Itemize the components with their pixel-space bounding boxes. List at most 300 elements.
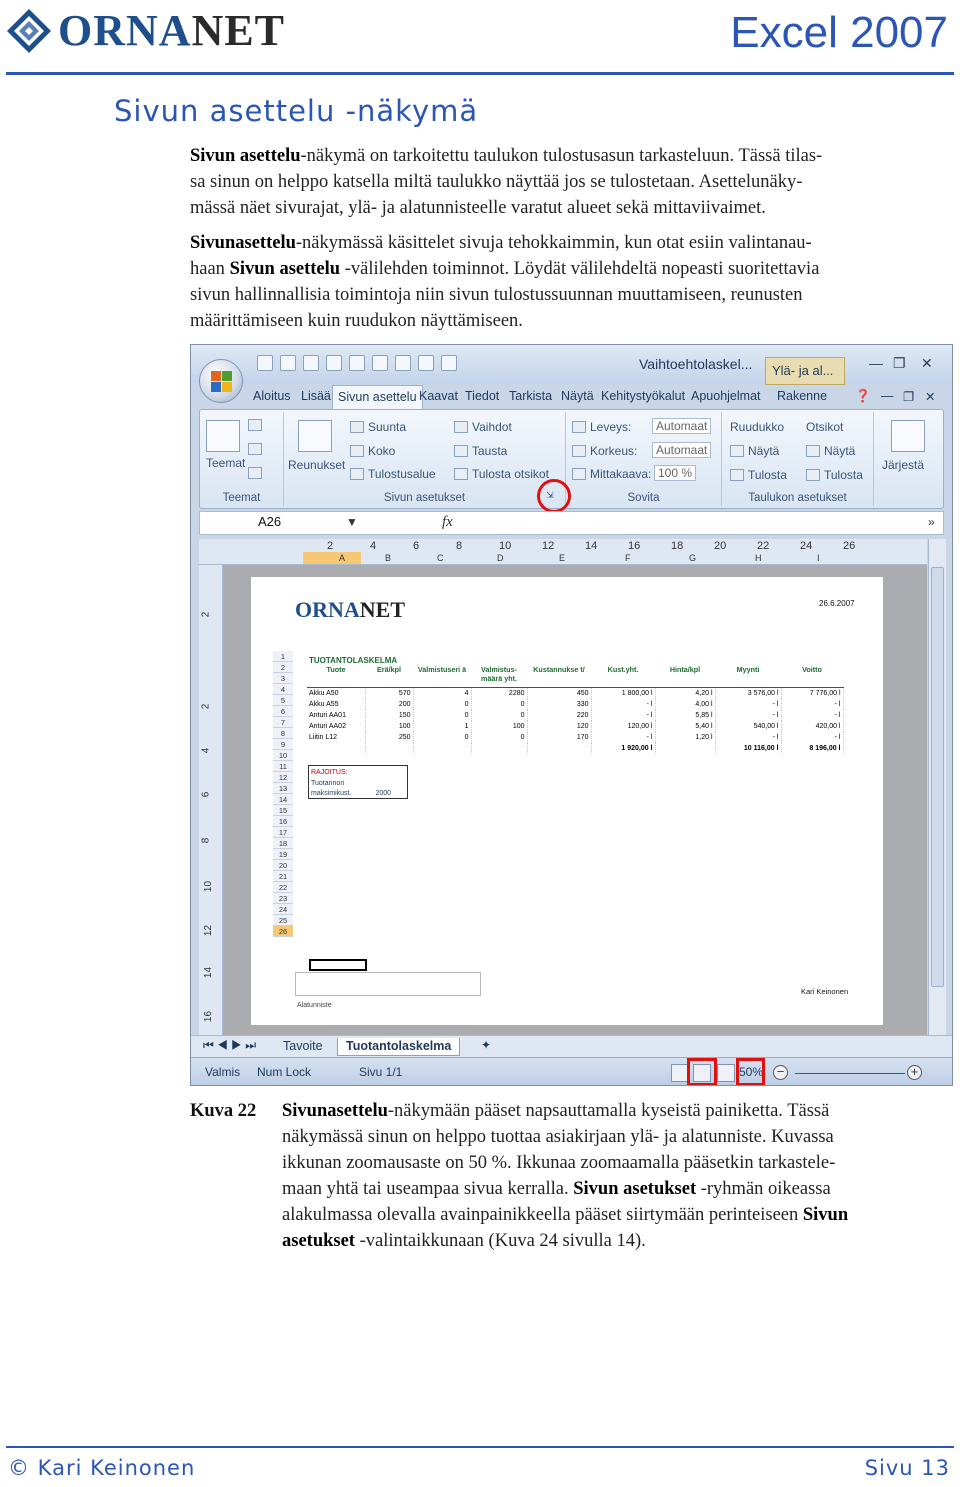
constraint-value: 2000 — [375, 790, 392, 797]
orientation-icon — [350, 421, 364, 433]
tulosta-otsikot-button[interactable] — [454, 467, 549, 481]
excel-titlebar — [191, 345, 952, 383]
table-cell[interactable]: 0 — [471, 699, 527, 710]
background-icon — [454, 445, 468, 457]
row-header[interactable]: 4 — [273, 684, 293, 695]
column-header[interactable]: E — [559, 553, 566, 563]
leveys-combo[interactable] — [652, 418, 711, 434]
tab-kaavat[interactable]: Kaavat — [419, 389, 458, 403]
table-cell[interactable]: Akku A50 — [307, 687, 365, 699]
ruler-mark: 20 — [714, 540, 727, 552]
highlight-zoom — [736, 1058, 765, 1086]
korkeus-row — [572, 444, 637, 458]
active-cell-a26[interactable] — [309, 959, 367, 971]
caption-text-1: -näkymään pääset napsauttamalla kyseistä painiketta. Tässä — [387, 1101, 830, 1121]
row-header[interactable]: 14 — [273, 794, 293, 805]
table-cell[interactable]: 1 — [413, 721, 471, 732]
table-cell[interactable]: 420,00 l — [781, 721, 843, 732]
tausta-button[interactable] — [454, 444, 507, 458]
table-cell[interactable]: Akku A55 — [307, 699, 365, 710]
table-cell[interactable]: 4,00 l — [655, 699, 715, 710]
table-header-cell: Hinta/kpl — [655, 665, 715, 687]
intro-paragraph — [190, 143, 950, 221]
tab-aloitus[interactable]: Aloitus — [253, 389, 291, 403]
selected-column-highlight — [303, 552, 361, 564]
product-title: Excel 2007 — [730, 8, 948, 57]
caption-text-3: ikkunan zoomausaste on 50 %. Ikkunaa zoomaamalla pääsetkin tarkastele- — [282, 1153, 836, 1173]
close-icon[interactable]: ✕ — [921, 355, 933, 371]
print-icon[interactable] — [303, 355, 319, 371]
vruler-mark: 2 — [200, 611, 212, 618]
sheet-tab-bar — [191, 1035, 952, 1057]
column-header[interactable]: I — [817, 553, 820, 563]
column-header[interactable]: G — [689, 553, 697, 563]
mittakaava-value: 100 % — [654, 465, 696, 481]
table-cell[interactable]: - l — [781, 732, 843, 743]
highlight-view-button — [687, 1058, 717, 1086]
otsikot-nayta-label: Näytä — [824, 444, 856, 458]
minimize-icon[interactable]: — — [869, 355, 883, 371]
breaks-icon — [454, 421, 468, 433]
table-cell[interactable]: 450 — [527, 687, 591, 699]
caption-text-4b: -ryhmän oikeassa — [696, 1179, 831, 1199]
caption-label: Kuva 22 — [190, 1101, 257, 1121]
ribbon-close-icon[interactable]: ✕ — [925, 390, 936, 404]
help-icon[interactable]: ❓ — [855, 389, 871, 403]
name-box[interactable]: A26 — [258, 514, 282, 529]
table-cell[interactable]: - l — [715, 710, 781, 721]
table-cell[interactable] — [471, 743, 527, 754]
group-sivun-asetukset — [284, 412, 566, 506]
open-icon[interactable] — [280, 355, 296, 371]
row-header[interactable]: 2 — [273, 662, 293, 673]
para2-text-2a: haan — [190, 259, 230, 279]
ribbon-minimize-icon[interactable]: — — [881, 389, 894, 403]
status-page: Sivu 1/1 — [359, 1065, 403, 1079]
para1-text-3: mässä näet sivurajat, ylä- ja alatunnisteelle varatut alueet sekä mittaviivaimet. — [190, 198, 766, 218]
table-cell[interactable]: 5,40 l — [655, 721, 715, 732]
tab-lisaa[interactable]: Lisää — [301, 389, 331, 403]
logo-orna: ORNA — [58, 6, 192, 55]
ornanet-logo — [6, 2, 336, 60]
teemat-label: Teemat — [222, 492, 261, 504]
caption-term-1: Sivunasettelu — [282, 1101, 388, 1121]
term-sivun-asettelu: Sivun asettelu — [190, 146, 301, 166]
ruler-mark: 2 — [327, 540, 334, 552]
restore-icon[interactable]: ❐ — [893, 355, 906, 371]
theme-fonts-icon[interactable] — [248, 442, 266, 456]
vaihdot-button[interactable] — [454, 420, 512, 434]
table-header-cell: Valmistuseri ä — [413, 665, 471, 687]
group-jarjesta — [874, 412, 942, 506]
constraint-box — [308, 765, 408, 799]
page-break-view-button[interactable] — [717, 1064, 735, 1082]
office-logo-q3 — [211, 382, 221, 392]
column-header[interactable]: F — [625, 553, 631, 563]
row-header[interactable]: 22 — [273, 882, 293, 893]
table-cell[interactable]: 1 800,00 l — [591, 687, 655, 699]
taulukon-asetukset-label: Taulukon asetukset — [748, 492, 847, 504]
table-cell[interactable]: 1,20 l — [655, 732, 715, 743]
column-header[interactable]: C — [437, 553, 444, 563]
tulosta-otsikot-label: Tulosta otsikot — [472, 467, 549, 481]
doc-logo-orna: ORNA — [295, 597, 360, 622]
vruler-mark: 16 — [203, 1010, 215, 1023]
column-header[interactable]: B — [385, 553, 392, 563]
caption-term-2: Sivun asetukset — [573, 1179, 697, 1199]
vruler-mark: 2 — [200, 703, 212, 710]
redo-icon[interactable] — [372, 355, 388, 371]
row-header[interactable]: 13 — [273, 783, 293, 794]
table-cell[interactable]: - l — [781, 710, 843, 721]
insert-sheet-icon[interactable]: ✦ — [481, 1038, 492, 1052]
row-header[interactable]: 20 — [273, 860, 293, 871]
ruler-mark: 22 — [757, 540, 770, 552]
table-header-cell: Erä/kpl — [365, 665, 413, 687]
teemat-button[interactable]: Teemat — [206, 456, 246, 470]
footer-input-box[interactable] — [295, 972, 481, 996]
formula-bar — [199, 511, 944, 535]
constraint-title: RAJOITUS: — [311, 769, 348, 776]
ribbon-paragraph — [190, 230, 950, 334]
term-sivun-asettelu-tab: Sivun asettelu — [229, 259, 341, 279]
header-divider — [6, 72, 954, 75]
page-title: Sivun asettelu -näkymä — [114, 94, 479, 128]
koko-label: Koko — [368, 444, 396, 458]
logo-net: NET — [191, 6, 286, 55]
table-row — [307, 699, 843, 710]
zoom-slider[interactable] — [795, 1073, 905, 1074]
suunta-button[interactable] — [350, 420, 406, 434]
ruudukko-label: Ruudukko — [730, 420, 785, 434]
group-taulukon-asetukset — [722, 412, 874, 506]
row-header[interactable]: 21 — [273, 871, 293, 882]
print-area-icon — [350, 468, 364, 480]
vaihdot-label: Vaihdot — [472, 420, 512, 434]
vertical-ruler — [199, 565, 223, 1035]
row-header[interactable]: 15 — [273, 805, 293, 816]
row-header[interactable]: 5 — [273, 695, 293, 706]
mittakaava-row — [572, 467, 651, 481]
leveys-label: Leveys: — [590, 420, 632, 434]
table-cell[interactable]: Liitin L12 — [307, 732, 365, 743]
namebox-dropdown-icon[interactable]: ▼ — [346, 515, 358, 529]
table-cell[interactable]: 250 — [365, 732, 413, 743]
tab-tiedot[interactable]: Tiedot — [465, 389, 500, 403]
document-date: 26.6.2007 — [819, 599, 855, 608]
vruler-mark: 14 — [203, 966, 215, 979]
table-cell[interactable] — [655, 743, 715, 754]
office-logo-q2 — [222, 371, 232, 381]
table-row — [307, 743, 843, 754]
table-cell[interactable]: 1 920,00 l — [591, 743, 655, 754]
table-cell[interactable] — [413, 743, 471, 754]
korkeus-value: Automaat — [652, 442, 711, 458]
row-header[interactable]: 7 — [273, 717, 293, 728]
table-title: TUOTANTOLASKELMA — [309, 656, 398, 665]
korkeus-combo[interactable] — [652, 442, 711, 458]
table-cell[interactable]: 4 — [413, 687, 471, 699]
footer-divider — [6, 1446, 954, 1448]
sheet-nav-icon[interactable]: ⏮ ◀ ▶ ⏭ — [203, 1038, 257, 1052]
table-cell[interactable]: 330 — [527, 699, 591, 710]
table-cell[interactable]: 540,00 l — [715, 721, 781, 732]
row-header[interactable]: 18 — [273, 838, 293, 849]
table-cell[interactable]: 4,20 l — [655, 687, 715, 699]
tulostusalue-button[interactable] — [350, 467, 436, 481]
sort-icon[interactable] — [395, 355, 411, 371]
row-header[interactable]: 25 — [273, 915, 293, 926]
highlight-launcher-circle — [537, 479, 571, 513]
row-header[interactable]: 9 — [273, 739, 293, 750]
print-titles-icon — [454, 468, 468, 480]
worksheet-area — [199, 565, 927, 1035]
office-logo-q4 — [222, 382, 232, 392]
vruler-mark: 10 — [203, 880, 215, 893]
table-cell[interactable]: 10 116,00 l — [715, 743, 781, 754]
row-header[interactable]: 26 — [273, 926, 293, 937]
mittakaava-spinner[interactable] — [654, 465, 696, 481]
table-cell[interactable]: 120 — [527, 721, 591, 732]
otsikot-tulosta-label: Tulosta — [824, 468, 863, 482]
page-footer-number: Sivu 13 — [864, 1456, 950, 1480]
table-cell[interactable]: 8 196,00 l — [781, 743, 843, 754]
table-header-cell: Tuote — [307, 665, 365, 687]
row-header[interactable]: 17 — [273, 827, 293, 838]
ruler-mark: 10 — [499, 540, 512, 552]
margins-icon[interactable] — [298, 420, 332, 452]
save-icon[interactable] — [257, 355, 273, 371]
row-header[interactable]: 11 — [273, 761, 293, 772]
vruler-mark: 8 — [200, 837, 212, 844]
table-header-cell: Valmistus-määrä yht. — [471, 665, 527, 687]
table-cell[interactable] — [527, 743, 591, 754]
table-cell[interactable]: 150 — [365, 710, 413, 721]
constraint-label-1: Tuotannon — [311, 779, 345, 787]
ruler-mark: 6 — [413, 540, 420, 552]
table-cell[interactable]: 100 — [471, 721, 527, 732]
caption-term-3: Sivun — [802, 1205, 849, 1225]
page-footer-author: © Kari Keinonen — [8, 1456, 196, 1480]
logo-diamond-icon — [6, 8, 52, 54]
horizontal-ruler — [199, 539, 927, 565]
table-row — [307, 710, 843, 721]
table-cell[interactable]: - l — [715, 732, 781, 743]
para2-text-4: määrittämiseen kuin ruudukon näyttämiseen. — [190, 311, 523, 331]
theme-effects-icon[interactable] — [248, 466, 266, 480]
size-icon — [350, 445, 364, 457]
reunukset-button[interactable]: Reunukset — [288, 458, 346, 472]
ruler-mark: 12 — [542, 540, 555, 552]
korkeus-label: Korkeus: — [590, 444, 638, 458]
tab-nayta[interactable]: Näytä — [561, 389, 594, 403]
para2-text-3: sivun hallinnallisia toimintoja niin sivun tulostussuunnan muuttamiseen, reunusten — [190, 285, 803, 305]
table-row — [307, 732, 843, 743]
sheet-tab-tuotantolaskelma[interactable]: Tuotantolaskelma — [337, 1038, 460, 1056]
row-header[interactable]: 19 — [273, 849, 293, 860]
zoom-level[interactable]: 50% — [739, 1065, 764, 1079]
table-cell[interactable]: 170 — [527, 732, 591, 743]
table-header-cell: Voitto — [781, 665, 843, 687]
zoom-out-icon[interactable]: − — [773, 1065, 788, 1080]
para1-text-2: sa sinun on helppo katsella miltä taulukko näyttää jos se tulostetaan. Asettelunäky- — [190, 172, 803, 192]
table-cell[interactable]: 0 — [471, 732, 527, 743]
row-header[interactable]: 23 — [273, 893, 293, 904]
koko-button[interactable] — [350, 444, 395, 458]
table-header-cell: Kust.yht. — [591, 665, 655, 687]
ruler-mark: 16 — [628, 540, 641, 552]
table-cell[interactable]: 2280 — [471, 687, 527, 699]
table-cell[interactable] — [365, 743, 413, 754]
window-title: Vaihtoehtolaskel... — [639, 356, 753, 372]
column-header[interactable]: D — [497, 553, 504, 563]
mittakaava-label: Mittakaava: — [590, 467, 652, 481]
caption-text-2: näkymässä sinun on helppo tuottaa asiakirjaan ylä- ja alatunniste. Kuvassa — [282, 1127, 834, 1147]
jarjesta-button[interactable]: Järjestä — [882, 458, 925, 472]
office-button[interactable] — [199, 359, 243, 403]
print-page — [251, 577, 883, 1025]
table-row — [307, 721, 843, 732]
logo-text — [58, 6, 286, 55]
table-cell[interactable]: 7 776,00 l — [781, 687, 843, 699]
theme-colors-icon[interactable] — [248, 418, 266, 432]
vruler-mark: 4 — [200, 747, 212, 754]
ruler-mark: 14 — [585, 540, 598, 552]
ruler-mark: 26 — [843, 540, 856, 552]
row-header[interactable]: 1 — [273, 651, 293, 662]
leveys-row — [572, 420, 631, 434]
arrange-icon[interactable] — [891, 420, 925, 452]
row-header[interactable]: 12 — [273, 772, 293, 783]
row-header[interactable]: 3 — [273, 673, 293, 684]
table-cell[interactable]: - l — [591, 732, 655, 743]
caption-text-4a: maan yhtä tai useampaa sivua kerralla. — [282, 1179, 574, 1199]
table-cell[interactable]: - l — [591, 710, 655, 721]
ribbon-tabs — [191, 385, 952, 409]
status-bar — [191, 1057, 952, 1086]
tab-apuohjelmat[interactable]: Apuohjelmat — [691, 389, 761, 403]
table-cell[interactable]: 570 — [365, 687, 413, 699]
tab-kehitystyokalut[interactable]: Kehitystyökalut — [601, 389, 686, 403]
ruler-mark: 8 — [456, 540, 463, 552]
undo-icon[interactable] — [349, 355, 365, 371]
table-cell[interactable]: - l — [591, 699, 655, 710]
ruudukko-tulosta-label: Tulosta — [748, 468, 787, 482]
sheet-tab-tavoite[interactable]: Tavoite — [283, 1039, 323, 1053]
ruler-mark: 24 — [800, 540, 813, 552]
table-header-cell: Myynti — [715, 665, 781, 687]
context-tab-header-footer[interactable]: Ylä- ja al... — [765, 357, 845, 385]
table-cell[interactable]: Anturi AA02 — [307, 721, 365, 732]
table-cell[interactable]: 0 — [413, 732, 471, 743]
caption-text — [282, 1098, 950, 1254]
table-cell[interactable]: Anturi AA01 — [307, 710, 365, 721]
column-header[interactable]: H — [755, 553, 762, 563]
zoom-in-icon[interactable]: + — [907, 1065, 922, 1080]
para1-text-1: -näkymä on tarkoitettu taulukon tulostusasun tarkasteluun. Tässä tilas- — [300, 146, 823, 166]
sovita-label: Sovita — [627, 492, 660, 504]
ribbon — [199, 409, 944, 509]
footer-author: Kari Keinonen — [801, 987, 849, 996]
ribbon-restore-icon[interactable]: ❐ — [903, 390, 915, 404]
chart-icon[interactable] — [441, 355, 457, 371]
table-cell[interactable]: 120,00 l — [591, 721, 655, 732]
row-header[interactable]: 8 — [273, 728, 293, 739]
suunta-label: Suunta — [368, 420, 407, 434]
otsikot-tulosta-checkbox[interactable] — [806, 468, 863, 482]
row-header[interactable]: 16 — [273, 816, 293, 827]
insert-function-icon[interactable]: fx — [442, 514, 453, 530]
footer-label: Alatunniste — [297, 1002, 332, 1009]
column-header[interactable]: A — [339, 553, 346, 563]
ruudukko-nayta-checkbox[interactable] — [730, 444, 779, 458]
table-cell[interactable]: 220 — [527, 710, 591, 721]
sort-desc-icon[interactable] — [418, 355, 434, 371]
tulostusalue-label: Tulostusalue — [368, 467, 436, 481]
ruler-mark: 4 — [370, 540, 377, 552]
table-cell[interactable]: 200 — [365, 699, 413, 710]
para2-text-1: -näkymässä käsittelet sivuja tehokkaimmin, kun otat esiin valintanau- — [295, 233, 812, 253]
table-header-cell: Kustannukse t/ — [527, 665, 591, 687]
excel-screenshot — [190, 344, 953, 1086]
para2-text-2b: -välilehden toiminnot. Löydät välilehdeltä nopeasti suoritettavia — [340, 259, 820, 279]
figure-caption — [190, 1098, 950, 1254]
quick-access-toolbar — [257, 355, 457, 371]
vruler-mark: 12 — [203, 924, 215, 937]
ruudukko-nayta-label: Näytä — [748, 444, 780, 458]
table-cell[interactable]: 0 — [413, 710, 471, 721]
table-cell[interactable]: 0 — [413, 699, 471, 710]
preview-icon[interactable] — [326, 355, 342, 371]
ruudukko-tulosta-checkbox[interactable] — [730, 468, 787, 482]
group-teemat — [200, 412, 284, 506]
table-cell[interactable] — [307, 743, 365, 754]
tab-sivun-asettelu[interactable]: Sivun asettelu — [332, 385, 423, 409]
caption-term-4: asetukset — [282, 1231, 355, 1251]
tab-rakenne[interactable]: Rakenne — [777, 389, 828, 403]
otsikot-label: Otsikot — [806, 420, 844, 434]
ruler-mark: 18 — [671, 540, 684, 552]
caption-text-5a: alakulmassa olevalla avainpainikkeella pääset siirtymään perinteiseen — [282, 1205, 803, 1225]
table-cell[interactable]: 3 576,00 l — [715, 687, 781, 699]
page-setup-launcher-icon[interactable]: ⇲ — [546, 490, 554, 500]
row-header[interactable]: 6 — [273, 706, 293, 717]
scroll-thumb[interactable] — [931, 567, 944, 987]
status-ready: Valmis — [205, 1065, 241, 1079]
tausta-label: Tausta — [472, 444, 508, 458]
table-cell[interactable]: 5,85 l — [655, 710, 715, 721]
doc-logo-net: NET — [359, 597, 406, 622]
office-logo-icon — [211, 371, 221, 381]
vertical-scrollbar[interactable] — [928, 539, 946, 1039]
row-header[interactable]: 24 — [273, 904, 293, 915]
expand-formula-icon[interactable]: » — [928, 515, 935, 529]
sivun-asetukset-label: Sivun asetukset — [383, 492, 466, 504]
leveys-value: Automaat — [652, 418, 711, 434]
table-cell[interactable]: - l — [781, 699, 843, 710]
table-row — [307, 687, 843, 699]
status-numlock: Num Lock — [257, 1065, 312, 1079]
table-cell[interactable]: - l — [715, 699, 781, 710]
otsikot-nayta-checkbox[interactable] — [806, 444, 855, 458]
themes-icon[interactable] — [206, 420, 240, 452]
production-table — [307, 665, 844, 754]
table-cell[interactable]: 100 — [365, 721, 413, 732]
table-cell[interactable]: 0 — [471, 710, 527, 721]
tab-tarkista[interactable]: Tarkista — [509, 389, 553, 403]
row-header[interactable]: 10 — [273, 750, 293, 761]
term-sivunasettelu: Sivunasettelu — [190, 233, 296, 253]
